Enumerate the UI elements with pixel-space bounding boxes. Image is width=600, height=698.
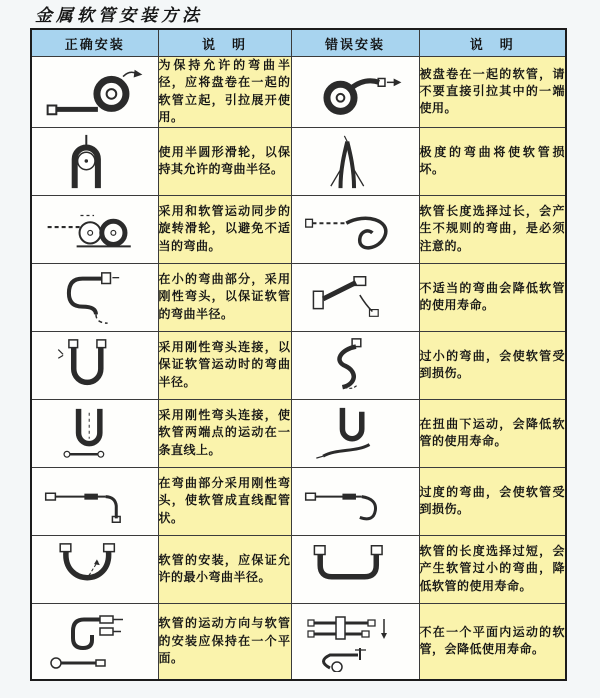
header-wrong-install: 错误安装 <box>291 29 419 57</box>
table-row <box>31 57 566 128</box>
correct-description: 采用刚性弯头连接，以保证软管运动时的弯曲半径。 <box>158 331 291 399</box>
wrong-image-cell <box>291 127 419 195</box>
installation-table <box>30 28 567 681</box>
correct-image-cell <box>31 195 158 263</box>
correct-image-cell <box>31 57 158 128</box>
wrong-image-cell <box>291 467 419 535</box>
wrong-image-cell <box>291 57 419 128</box>
u-hose-endpoints-on-straight-line-icon <box>40 404 150 462</box>
correct-description: 采用刚性弯头连接，使软管两端点的运动在一条直线上。 <box>158 399 291 467</box>
wrong-description: 极度的弯曲将使软管损坏。 <box>419 127 566 195</box>
wrong-description: 软管长度选择过长，会产生不规则的弯曲，是必须注意的。 <box>419 195 566 263</box>
correct-image-cell <box>31 399 158 467</box>
header-row <box>31 29 566 57</box>
correct-description: 在弯曲部分采用刚性弯头，使软管成直线配管状。 <box>158 467 291 535</box>
correct-image-cell <box>31 467 158 535</box>
over-long-hose-irregular-loop-icon <box>300 200 410 258</box>
wrong-description: 在扭曲下运动，会降低软管的使用寿命。 <box>419 399 566 467</box>
correct-description: 为保持允许的弯曲半径，应将盘卷在一起的软管立起，引拉展开使用。 <box>158 57 291 128</box>
wrong-image-cell <box>291 195 419 263</box>
table-row <box>31 195 566 263</box>
wrong-description: 软管的长度选择过短，会产生软管过小的弯曲，降低软管的使用寿命。 <box>419 535 566 603</box>
wrong-description: 过度的弯曲，会使软管受到损伤。 <box>419 467 566 535</box>
u-hose-moving-under-twist-icon <box>300 404 410 462</box>
rigid-elbow-at-small-bend-icon <box>40 268 150 326</box>
table-row <box>31 399 566 467</box>
wrong-description: 不在一个平面内运动的软管，会降低使用寿命。 <box>419 603 566 680</box>
over-bent-hose-end-icon <box>300 472 410 530</box>
wrong-image-cell <box>291 399 419 467</box>
straight-run-with-rigid-elbow-icon <box>40 472 150 530</box>
hose-moving-in-different-planes-icon <box>300 610 410 672</box>
correct-image-cell <box>31 603 158 680</box>
coiled-hose-stood-upright-icon <box>40 63 150 121</box>
page-title: 金属软管安装方法 <box>35 6 203 25</box>
deep-u-minimum-bend-radius-icon <box>40 540 150 598</box>
too-short-hose-flat-u-icon <box>300 540 410 598</box>
hose-extreme-sharp-bend-icon <box>300 132 410 190</box>
wrong-image-cell <box>291 263 419 331</box>
table-row <box>31 467 566 535</box>
table-row <box>31 331 566 399</box>
correct-image-cell <box>31 535 158 603</box>
header-correct-install: 正确安装 <box>31 29 158 57</box>
correct-image-cell <box>31 331 158 399</box>
correct-description: 软管的运动方向与软管的安装应保持在一个平面。 <box>158 603 291 680</box>
improper-bend-between-fittings-icon <box>300 268 410 326</box>
correct-description: 在小的弯曲部分，采用刚性弯头，以保证软管的弯曲半径。 <box>158 263 291 331</box>
wrong-description: 被盘卷在一起的软管，请不要直接引拉其中的一端使用。 <box>419 57 566 128</box>
table-row <box>31 263 566 331</box>
coiled-hose-pulled-from-end-icon <box>300 63 410 121</box>
correct-image-cell <box>31 127 158 195</box>
wrong-description: 不适当的弯曲会降低软管的使用寿命。 <box>419 263 566 331</box>
table-row <box>31 603 566 680</box>
wrong-image-cell <box>291 535 419 603</box>
wrong-description: 过小的弯曲，会使软管受到损伤。 <box>419 331 566 399</box>
header-wrong-description: 说 明 <box>419 29 566 57</box>
wrong-image-cell <box>291 331 419 399</box>
correct-description: 软管的安装，应保证允许的最小弯曲半径。 <box>158 535 291 603</box>
correct-image-cell <box>31 263 158 331</box>
hose-over-semicircular-pulley-icon <box>40 132 150 190</box>
correct-description: 采用和软管运动同步的旋转滑轮，以避免不适当的弯曲。 <box>158 195 291 263</box>
correct-description: 使用半圆形滑轮，以保持其允许的弯曲半径。 <box>158 127 291 195</box>
hose-too-small-hook-bend-icon <box>300 336 410 394</box>
wrong-image-cell <box>291 603 419 680</box>
hose-routed-in-one-plane-icon <box>40 610 150 672</box>
header-correct-description: 说 明 <box>158 29 291 57</box>
u-hose-with-rigid-elbow-connections-icon <box>40 336 150 394</box>
hose-with-synchronized-rotating-pulleys-icon <box>40 200 150 258</box>
table-row <box>31 127 566 195</box>
table-row <box>31 535 566 603</box>
